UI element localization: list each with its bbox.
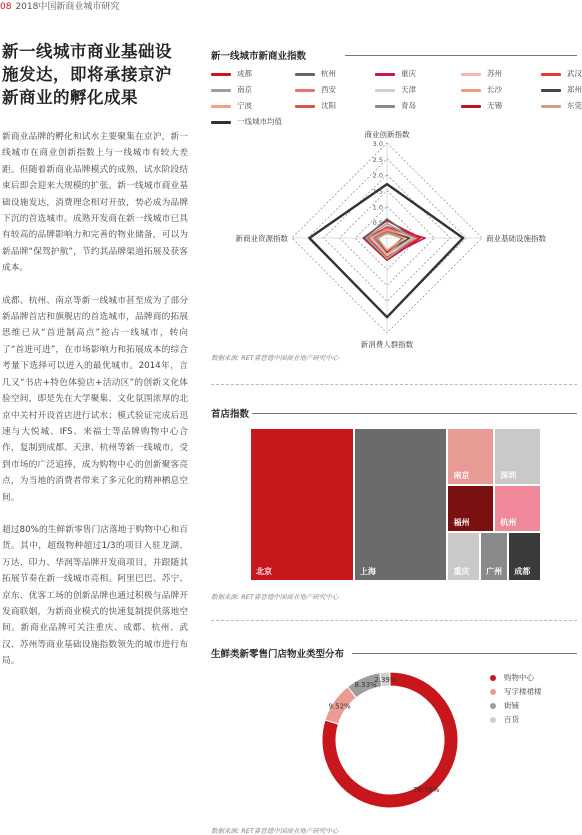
section-heading: 新一线城市商业基础设施发达，即将承接京沪新商业的孵化成果 — [2, 42, 172, 107]
report-title: 2018中国新商业城市研究 — [15, 2, 120, 12]
legend-label: 成都 — [237, 69, 252, 78]
legend-label: 郑州 — [567, 85, 582, 94]
legend-item — [295, 84, 336, 95]
treemap-label: 重庆 — [453, 566, 470, 576]
legend-item — [211, 84, 252, 95]
legend-item — [211, 100, 252, 111]
legend-label: 无锡 — [487, 101, 502, 110]
treemap-cell — [447, 428, 494, 485]
legend-item — [541, 68, 582, 79]
legend-label: 青岛 — [401, 101, 416, 110]
treemap-label: 杭州 — [500, 518, 517, 528]
legend-swatch — [461, 105, 481, 108]
treemap-title: 首店指数 — [211, 409, 250, 420]
legend-swatch — [211, 121, 231, 124]
treemap-label: 广州 — [486, 566, 503, 576]
radar-chart — [211, 125, 577, 355]
donut-legend-label: 百货 — [504, 715, 519, 724]
legend-label: 天津 — [401, 85, 416, 94]
radar-tick-label: 2.5 — [372, 155, 383, 164]
legend-swatch — [541, 89, 561, 92]
treemap-label: 南京 — [453, 470, 470, 480]
paragraph-3: 超过80%的生鲜新零售门店落地于购物中心和百货。其中，超级物种超过1/3的项目入驻龙湖、万达、印力、华润等品牌开发商项目，并跟随其拓展节奏在新一线城市亮相。阿里巴巴、苏宁、京东、优客工场的创新品牌也通过积极与品牌开发商联姻，为新商业模式的快速复制提供落地空间。新商业品牌可关注重庆、成都、杭州、武汉、苏州等商业基础设施指数领先的城市进行布局。 — [2, 524, 188, 667]
donut-value-label: 2.39% — [374, 676, 397, 685]
legend-swatch — [461, 89, 481, 92]
treemap-cell — [447, 485, 494, 533]
legend-item — [541, 100, 582, 111]
donut-value-label: 8.33% — [354, 681, 377, 690]
treemap-cell — [480, 532, 508, 581]
page-header — [0, 0, 119, 16]
legend-item — [375, 100, 416, 111]
legend-dot — [490, 675, 496, 681]
radar-title-rule — [345, 55, 577, 56]
legend-swatch — [295, 105, 315, 108]
radar-axis-label: 商业基础设施指数 — [486, 234, 546, 243]
treemap-source: 数据来源: RET睿意德中国商业地产研究中心 — [211, 593, 339, 601]
legend-item — [295, 100, 336, 111]
donut-legend-item — [490, 714, 519, 725]
treemap-chart — [250, 428, 541, 581]
legend-dot — [490, 689, 496, 695]
legend-label: 一线城市均值 — [237, 117, 282, 126]
radar-tick-label: 1.0 — [372, 203, 383, 212]
treemap-cell — [447, 532, 480, 581]
radar-title: 新一线城市新商业指数 — [211, 51, 307, 62]
divider — [211, 620, 577, 621]
legend-label: 宁波 — [237, 101, 252, 110]
legend-swatch — [295, 89, 315, 92]
donut-legend-label: 街铺 — [504, 701, 519, 710]
legend-swatch — [211, 89, 231, 92]
legend-item — [461, 100, 502, 111]
donut-title: 生鲜类新零售门店物业类型分布 — [211, 649, 345, 660]
treemap-label: 成都 — [514, 566, 531, 576]
donut-legend-label: 写字楼裙楼 — [504, 687, 542, 696]
legend-swatch — [211, 105, 231, 108]
treemap-label: 深圳 — [500, 470, 517, 480]
divider — [211, 384, 577, 385]
legend-swatch — [461, 73, 481, 76]
legend-item — [295, 68, 336, 79]
legend-item — [461, 84, 502, 95]
treemap-cell — [494, 485, 541, 533]
radar-axis-label: 新消费人群指数 — [360, 340, 414, 349]
legend-dot — [490, 703, 496, 709]
paragraph-2: 成都、杭州、南京等新一线城市甚至成为了部分新品牌首店和旗舰店的首选城市，品牌商的拓展思维已从“首进制高点”抢占一线城市，转向了“首进可进”，在市场影响力和拓展成本的综合考量下选择可以进入的最优城市。2014年，言几又“书店+特色体验店+活动区”的创新文化体验空间，即是先在大学聚集、文化氛围浓厚的北京中关村开设首店进行试水；模式验证完成后迅速与大悦城、IFS、来福士等品牌购物中心合作，复制到成都、天津、杭州等新一线城市，受到市场的广泛追捧，成为购物中心的创新聚客亮点，为当地的消费者带来了多元化的精神栖息空间。 — [2, 295, 188, 503]
legend-item — [541, 84, 582, 95]
paragraph-1: 新商业品牌的孵化和试水主要聚集在京沪，新一线城市在商业创新指数上与一线城市有较大差距。但随着新商业品牌模式的成熟，试水阶段结束后即会迎来大规模的扩张。新一线城市商业基础设施发达，消费理念相对开放，势必成为品牌下沉的首选城市。成熟开发商在新一线城市已具有较高的品牌影响力和完善的物业储备，可以为新品牌“保驾护航”，节约其品牌渠道拓展及获客成本。 — [2, 132, 188, 274]
donut-legend-item — [490, 672, 534, 683]
radar-tick-label: 0.5 — [372, 219, 383, 228]
donut-value-label: 9.52% — [328, 702, 351, 711]
legend-label: 重庆 — [401, 69, 416, 78]
treemap-cell — [250, 428, 354, 581]
treemap-label: 福州 — [453, 518, 470, 528]
treemap-label: 北京 — [256, 567, 272, 576]
left-column — [0, 40, 188, 686]
legend-item — [461, 68, 502, 79]
legend-item — [375, 84, 416, 95]
donut-value-label: 79.76% — [412, 786, 440, 795]
legend-label: 南京 — [237, 85, 252, 94]
legend-swatch — [375, 105, 395, 108]
legend-swatch — [541, 105, 561, 108]
legend-swatch — [375, 89, 395, 92]
legend-swatch — [295, 73, 315, 76]
radar-axis-label: 商业创新指数 — [364, 130, 410, 139]
legend-label: 武汉 — [567, 69, 582, 78]
treemap-label: 上海 — [359, 567, 376, 576]
donut-legend-label: 购物中心 — [504, 673, 534, 682]
legend-swatch — [211, 73, 231, 76]
radar-tick-label: 2.0 — [372, 171, 383, 180]
legend-label: 苏州 — [487, 69, 502, 78]
legend-label: 东莞 — [567, 101, 582, 110]
radar-tick-label: 1.5 — [372, 187, 383, 196]
radar-tick-label: 3.0 — [372, 140, 383, 148]
donut-title-rule — [352, 653, 577, 654]
legend-dot — [490, 717, 496, 723]
legend-item — [375, 68, 416, 79]
legend-label: 西安 — [321, 85, 336, 94]
treemap-cell — [508, 532, 541, 581]
legend-swatch — [375, 73, 395, 76]
radar-axis-label: 新商业资源指数 — [235, 234, 288, 243]
treemap-cell — [494, 428, 541, 485]
treemap-cell — [354, 428, 448, 581]
legend-swatch — [541, 73, 561, 76]
donut-source: 数据来源: RET睿意德中国商业地产研究中心 — [211, 827, 339, 835]
donut-legend-item — [490, 700, 519, 711]
donut-legend-item — [490, 686, 542, 697]
legend-label: 杭州 — [321, 69, 336, 78]
legend-label: 长沙 — [487, 85, 502, 94]
page-number: 08 — [0, 2, 12, 12]
legend-item — [211, 68, 252, 79]
treemap-title-rule — [252, 413, 577, 414]
legend-label: 沈阳 — [321, 101, 336, 110]
radar-source: 数据来源: RET睿意德中国商业地产研究中心 — [211, 354, 339, 362]
donut-chart — [300, 665, 480, 815]
